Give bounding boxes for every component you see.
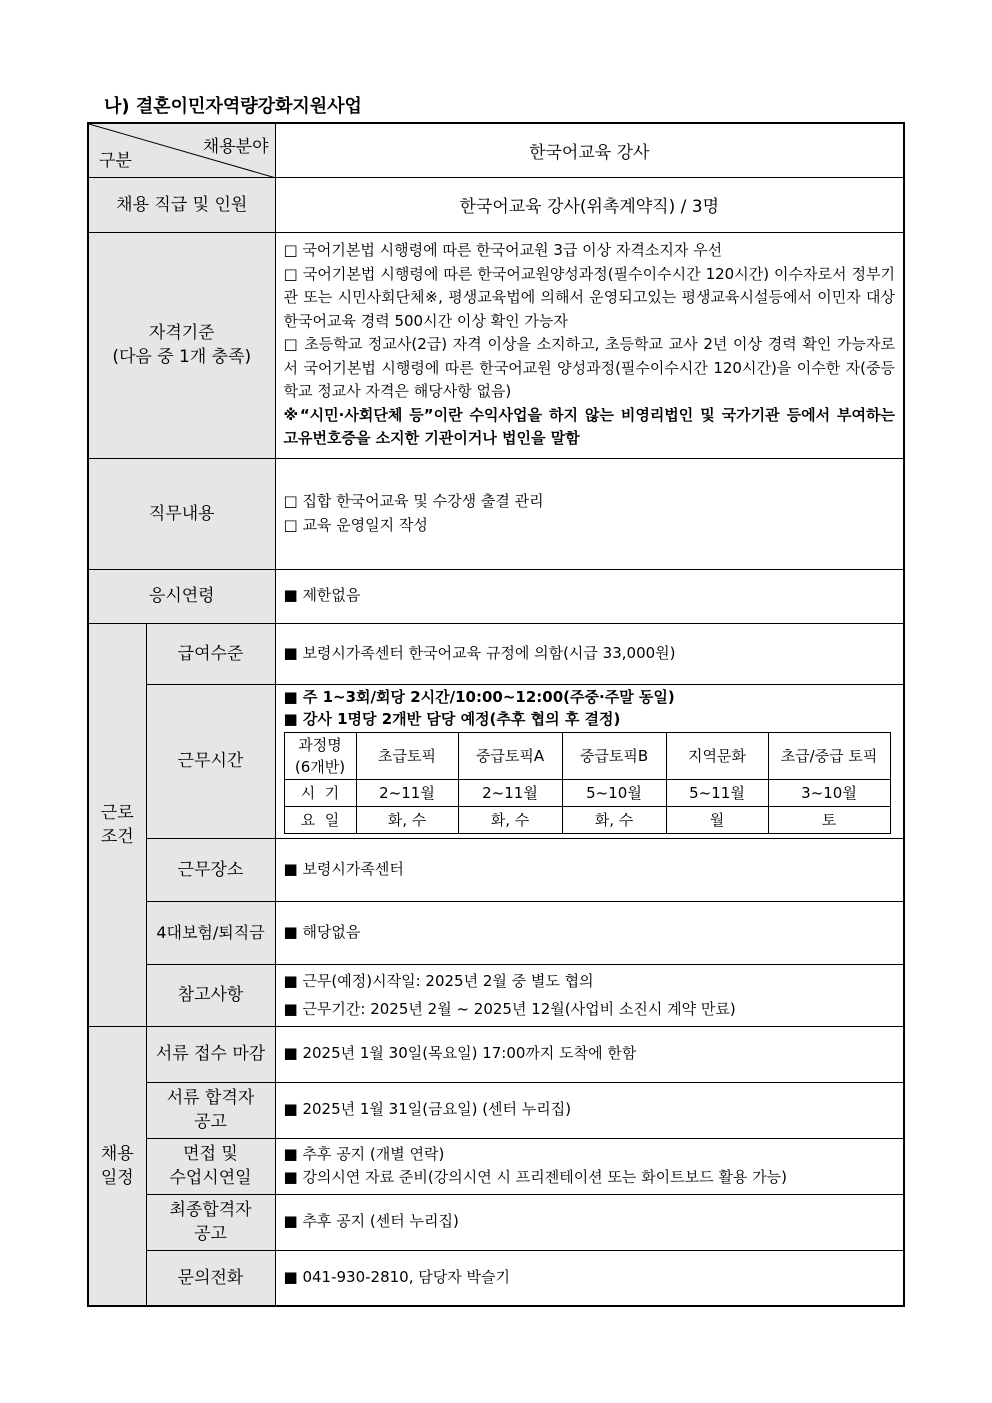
qualification-label-line1: 자격기준 [148,323,215,343]
subtable-course-head: 과정명 (6개반) [284,732,356,779]
period-value: 3~10월 [768,779,890,806]
interview-value [275,1138,904,1194]
day-label: 요 일 [284,806,356,833]
doc-pass-row [88,1082,904,1138]
schedule-group-label: 채용 일정 [88,1026,146,1306]
qualification-row [88,232,904,458]
course-name: 중급토픽B [562,732,666,779]
interview-row [88,1138,904,1194]
insurance-label: 4대보험/퇴직금 [146,901,275,964]
notes-row [88,964,904,1026]
deadline-label: 서류 접수 마감 [146,1026,275,1082]
hours-line2: ■ 강사 1명당 2개반 담당 예정(추후 협의 후 결정) [283,709,621,728]
period-value: 2~11월 [356,779,458,806]
contact-value: ■ 041-930-2810, 담당자 박슬기 [275,1250,904,1306]
interview-label: 면접 및 수업시연일 [146,1138,275,1194]
notes-line1: ■ 근무(예정)시작일: 2025년 2월 중 별도 협의 [283,972,594,990]
final-pass-value: ■ 추후 공지 (센터 누리집) [275,1194,904,1250]
qualification-label [88,232,275,458]
position-row [88,177,904,232]
place-row [88,838,904,901]
schedule-subtable [284,732,891,834]
notes-line2: ■ 근무기간: 2025년 2월 ~ 2025년 12월(사업비 소진시 계약 만료) [283,1000,736,1018]
doc-pass-label: 서류 합격자 공고 [146,1082,275,1138]
period-value: 5~10월 [562,779,666,806]
salary-row [88,623,904,684]
course-name: 초급토픽 [356,732,458,779]
contact-label: 문의전화 [146,1250,275,1306]
header-category-label: 구분 [99,150,132,171]
conditions-group-label: 근로 조건 [88,623,146,1026]
qualification-item: □ 초등학교 정교사(2급) 자격 이상을 소지하고, 초등학교 교사 2년 이상 경력 확인 가능자로서 국어기본법 시행령에 따른 한국어교원 양성과정(필수이수시간 120시간)을 이수한 자(중등학교 정교사 자격은 해당사항 없음) [283,335,895,401]
place-label: 근무장소 [146,838,275,901]
section-title: 나) 결혼이민자역량강화지원사업 [104,96,362,117]
duties-item: □ 집합 한국어교육 및 수강생 출결 관리 [283,492,544,510]
age-label: 응시연령 [88,569,275,623]
interview-line2: ■ 강의시연 자료 준비(강의시연 시 프리젠테이션 또는 화이트보드 활용 가능) [283,1168,787,1186]
salary-value: ■ 보령시가족센터 한국어교육 규정에 의함(시급 33,000원) [275,623,904,684]
salary-label: 급여수준 [146,623,275,684]
qualification-item: □ 국어기본법 시행령에 따른 한국어교원 3급 이상 자격소지자 우선 [283,241,723,260]
header-row [88,123,904,177]
doc-pass-value: ■ 2025년 1월 31일(금요일) (센터 누리집) [275,1082,904,1138]
contact-row [88,1250,904,1306]
duties-label: 직무내용 [88,458,275,569]
subtable-period-row [284,779,890,806]
qualification-value [275,232,904,458]
duties-row [88,458,904,569]
deadline-value: ■ 2025년 1월 30일(목요일) 17:00까지 도착에 한함 [275,1026,904,1082]
hours-value [275,684,904,838]
duties-item: □ 교육 운영일지 작성 [283,515,428,534]
notes-label: 참고사항 [146,964,275,1026]
day-value: 토 [768,806,890,833]
qualification-label-line2: (다음 중 1개 충족) [112,347,252,367]
day-value: 월 [666,806,768,833]
age-row [88,569,904,623]
period-value: 5~11월 [666,779,768,806]
day-value: 화, 수 [458,806,562,833]
deadline-row [88,1026,904,1082]
header-diagonal-cell [88,123,275,177]
subtable-header-row [284,732,890,779]
period-label: 시 기 [284,779,356,806]
course-name: 중급토픽A [458,732,562,779]
qualification-note: ※“시민·사회단체 등”이란 수익사업을 하지 않는 비영리법인 및 국가기관 등에서 부여하는 고유번호증을 소지한 기관이거나 법인을 말함 [283,405,895,448]
hours-label: 근무시간 [146,684,275,838]
day-value: 화, 수 [356,806,458,833]
duties-value [275,458,904,569]
header-field-label: 채용분야 [202,137,269,157]
day-value: 화, 수 [562,806,666,833]
position-label: 채용 직급 및 인원 [88,177,275,232]
course-name: 지역문화 [666,732,768,779]
insurance-row [88,901,904,964]
qualification-item: □ 국어기본법 시행령에 따른 한국어교원양성과정(필수이수시간 120시간) 이수자로서 정부기관 또는 시민사회단체※, 평생교육법에 의해서 운영되고있는 평생교육시설등에서 이민자 대상 한국어교육 경력 500시간 이상 확인 가능자 [283,264,895,330]
period-value: 2~11월 [458,779,562,806]
hours-row [88,684,904,838]
subtable-day-row [284,806,890,833]
final-pass-row [88,1194,904,1250]
recruitment-table [87,122,905,1307]
interview-line1: ■ 추후 공지 (개별 연락) [283,1144,445,1163]
hours-line1: ■ 주 1~3회/회당 2시간/10:00~12:00(주중·주말 동일) [283,687,675,706]
notes-value [275,964,904,1026]
final-pass-label: 최종합격자 공고 [146,1194,275,1250]
age-value: ■ 제한없음 [275,569,904,623]
position-value: 한국어교육 강사(위촉계약직) / 3명 [275,177,904,232]
header-field-value: 한국어교육 강사 [275,123,904,177]
place-value: ■ 보령시가족센터 [275,838,904,901]
insurance-value: ■ 해당없음 [275,901,904,964]
course-name: 초급/중급 토픽 [768,732,890,779]
